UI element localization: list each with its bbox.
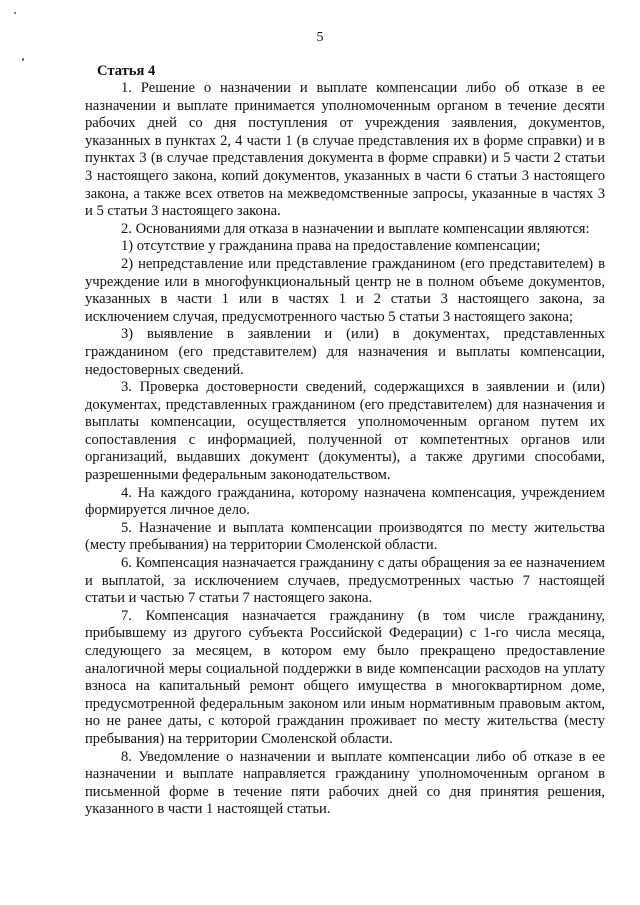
paragraph-1: 1. Решение о назначении и выплате компенсации либо об отказе в ее назначении и выплате принимается уполномоченным органом в течение десяти рабочих дней со дня поступления от учреждения заявления, документов, указанных в пунктах 2, 4 части 1 (в случае представления их в форме справки) и в пунктах 3 (в случае представления документа в форме справки) и 5 части 2 статьи 3 настоящего закона, копий документов, указанных в части 6 статьи 3 настоящего закона, а также всех ответов на межведомственные запросы, указанные в частях 3 и 5 статьи 3 настоящего закона. bbox=[85, 80, 605, 220]
paragraph-6: 6. Компенсация назначается гражданину с даты обращения за ее назначением и выплатой, за исключением случаев, предусмотренных частью 7 настоящей статьи и частью 7 статьи 7 настоящего закона. bbox=[85, 555, 605, 607]
page-number: 5 bbox=[316, 30, 324, 45]
paragraph-4: 4. На каждого гражданина, которому назначена компенсация, учреждением формируется личное дело. bbox=[85, 484, 605, 519]
paragraph-5: 5. Назначение и выплата компенсации производятся по месту жительства (месту пребывания) на территории Смоленской области. bbox=[85, 519, 605, 554]
paragraph-2-item-1: 1) отсутствие у гражданина права на предоставление компенсации; bbox=[121, 238, 541, 255]
article-title: Статья 4 bbox=[97, 63, 156, 79]
paragraph-2-item-3: 3) выявление в заявлении и (или) в документах, представленных гражданином (его представителем) для назначения и выплаты компенсации, недостоверных сведений. bbox=[85, 326, 605, 378]
article-body bbox=[85, 63, 605, 819]
paragraph-2: 2. Основаниями для отказа в назначении и выплате компенсации являются: bbox=[121, 220, 590, 237]
scan-speck bbox=[14, 12, 16, 14]
scan-speck bbox=[22, 58, 24, 61]
paragraph-7: 7. Компенсация назначается гражданину (в том числе гражданину, прибывшему из другого субъекта Российской Федерации) с 1-го числа месяца, следующего за месяцем, в котором ему было прекращено предоставление аналогичной меры социальной поддержки в виде компенсации расходов на уплату взноса на капитальный ремонт общего имущества в многоквартирном доме, предусмотренной федеральным законом или иным нормативным правовым актом, но не ранее даты, с которой гражданин проживает по месту жительства (месту пребывания) на территории Смоленской области. bbox=[85, 607, 605, 747]
paragraph-2-item-2: 2) непредставление или представление гражданином (его представителем) в учреждение или в многофункциональный центр не в полном объеме документов, указанных в части 1 или в частях 1 и 2 статьи 3 настоящего закона, за исключением случая, предусмотренного частью 5 статьи 3 настоящего закона; bbox=[85, 255, 605, 325]
paragraph-3: 3. Проверка достоверности сведений, содержащихся в заявлении и (или) документах, представленных гражданином (его представителем) для назначения и выплаты компенсации, осуществляется уполномоченным органом путем их сопоставления с информацией, полученной от компетентных органов или организаций, выдавших документ (документы), а также другими способами, разрешенными федеральным законодательством. bbox=[85, 379, 605, 484]
paragraph-8: 8. Уведомление о назначении и выплате компенсации либо об отказе в ее назначении и выплате направляется гражданину уполномоченным органом в письменной форме в течение пяти рабочих дней со дня принятия решения, указанного в части 1 настоящей статьи. bbox=[85, 748, 605, 818]
